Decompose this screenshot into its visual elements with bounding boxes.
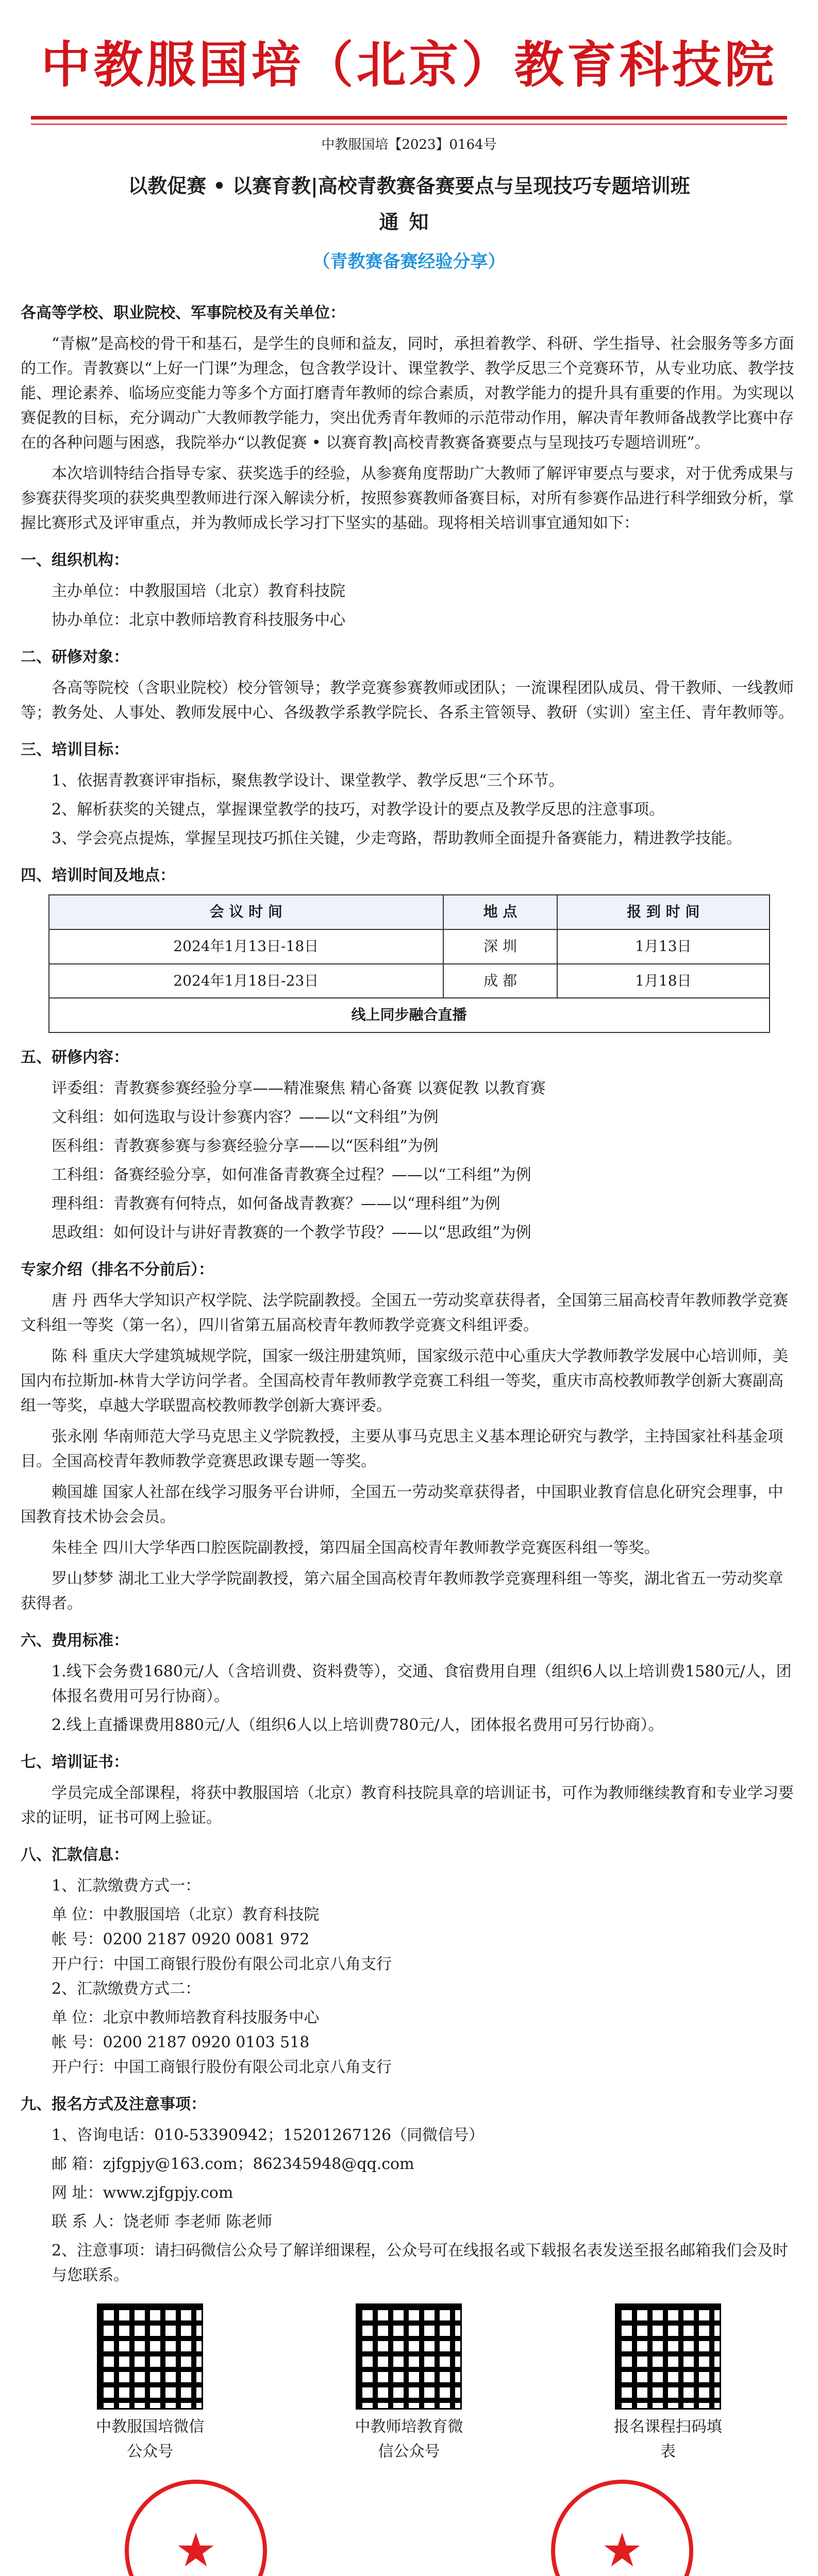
table-cell: 2024年1月18日-23日 — [49, 964, 444, 998]
table-header: 会 议 时 间 — [49, 895, 444, 929]
bank-line: 开户行：中国工商银行股份有限公司北京八角支行 — [52, 2058, 392, 2077]
seal-2 — [478, 2480, 766, 2576]
topic-line: 思政组：如何设计与讲好青教赛的一个教学节段？——以“思政组”为例 — [52, 1224, 531, 1242]
topic-line: 文科组：如何选取与设计参赛内容？——以“文科组”为例 — [52, 1108, 439, 1127]
contact-line: 联 系 人：饶老师 李老师 陈老师 — [52, 2213, 273, 2231]
notice-subtitle: （青教赛备赛经验分享） — [312, 251, 506, 272]
contact-line: 邮 箱：zjfgpjy@163.com；862345948@qq.com — [52, 2155, 414, 2174]
bank-line: 开户行：中国工商银行股份有限公司北京八角支行 — [52, 1955, 392, 1974]
contact-line: 2、注意事项：请扫码微信公众号了解详细课程，公众号可在线报名或下载报名表发送至报名邮箱我们会及时与您联系。 — [52, 2242, 789, 2285]
qr-wechat-2[interactable] — [352, 2303, 465, 2464]
section-certificate-title: 七、培训证书： — [21, 1753, 129, 1772]
seals — [52, 2480, 766, 2576]
greeting: 各高等学校、职业院校、军事院校及有关单位： — [21, 304, 345, 322]
expert-bio: 赖国雄 国家人社部在线学习服务平台讲师，全国五一劳动奖章获得者，中国职业教育信息化研究会理事，中国教育技术协会会员。 — [21, 1483, 783, 1527]
table-row — [49, 998, 770, 1032]
section-registration-title: 九、报名方式及注意事项： — [21, 2095, 206, 2114]
section-time-place-title: 四、培训时间及地点： — [21, 867, 175, 885]
contact-line: 1、咨询电话：010-53390942；15201267126（同微信号） — [52, 2126, 485, 2145]
certificate-text: 学员完成全部课程，将获中教服国培（北京）教育科技院具章的培训证书，可作为教师继续教育和专业学习要求的证明，证书可网上验证。 — [21, 1784, 794, 1827]
table-header: 报 到 时 间 — [557, 895, 769, 929]
expert-bio: 张永刚 华南师范大学马克思主义学院教授，主要从事马克思主义基本理论研究与教学，主持国家社科基金项目。全国高校青年教师教学竞赛思政课专题一等奖。 — [21, 1428, 783, 1471]
notice-label: 通知 — [379, 210, 439, 233]
qr-wechat-1[interactable] — [93, 2303, 207, 2464]
cohost-unit: 协办单位：北京中教师培教育科技服务中心 — [52, 611, 345, 629]
bank-line: 单 位：中教服国培（北京）教育科技院 — [52, 1906, 320, 1924]
notice-content — [21, 289, 797, 2576]
table-row — [49, 929, 770, 964]
topic-line: 理科组：青教赛有何特点，如何备战青教赛？——以“理科组”为例 — [52, 1195, 500, 1213]
org-title: 中教服国培（北京）教育科技院 — [41, 36, 777, 94]
table-cell: 1月13日 — [557, 929, 769, 964]
expert-bio: 唐 丹 西华大学知识产权学院、法学院副教授。全国五一劳动奖章获得者，全国第三届高校青年教师教学竞赛文科组一等奖（第一名），四川省第五届高校青年教师教学竞赛文科组评委。 — [21, 1292, 789, 1335]
table-cell: 1月18日 — [557, 964, 769, 998]
seal-stamp-icon: ★ — [551, 2480, 693, 2576]
notice-title: 以教促赛 • 以赛育教|高校青教赛备赛要点与呈现技巧专题培训班 — [128, 174, 690, 197]
qr-code-icon — [615, 2303, 721, 2410]
fee-item: 1.线下会务费1680元/人（含培训费、资料费等），交通、食宿费用自理（组织6人以上培训费1580元/人，团体报名费用可另行协商）。 — [52, 1663, 792, 1706]
host-unit: 主办单位：中教服国培（北京）教育科技院 — [52, 582, 345, 600]
table-cell: 成 都 — [443, 964, 557, 998]
intro-paragraph-2: 本次培训特结合指导专家、获奖选手的经验，从参赛角度帮助广大教师了解评审要点与要求，对于优秀成果与参赛获得奖项的获奖典型教师进行深入解读分析，按照参赛教师备赛目标，对所有参赛作品进行科学细致分析，掌握比赛形式及评审重点，并为教师成长学习打下坚实的基础。现将相关培训事宜通知如下： — [21, 465, 794, 532]
table-row — [49, 964, 770, 998]
experts-title: 专家介绍（排名不分前后）： — [21, 1261, 214, 1279]
qr-label: 中教师培教育微信公众号 — [355, 2418, 463, 2461]
section-organization-title: 一、组织机构： — [21, 551, 129, 569]
bank-line: 单 位：北京中教师培教育科技服务中心 — [52, 2009, 320, 2027]
contact-line: 网 址：www.zjfgpjy.com — [52, 2184, 233, 2202]
fee-item: 2.线上直播课费用880元/人（组织6人以上培训费780元/人，团体报名费用可另行协商）。 — [52, 1716, 664, 1735]
qr-code-icon — [97, 2303, 203, 2410]
expert-bio: 陈 科 重庆大学建筑城规学院，国家一级注册建筑师，国家级示范中心重庆大学教师教学发展中心培训师，美国内布拉斯加-林肯大学访问学者。全国高校青年教师教学竞赛工科组一等奖，重庆市高校教师教学创新大赛副高组一等奖，卓越大学联盟高校教师教学创新大赛评委。 — [21, 1347, 789, 1415]
seal-1 — [52, 2480, 340, 2576]
goal-item: 2、解析获奖的关键点，掌握课堂教学的技巧，对教学设计的要点及教学反思的注意事项。 — [52, 801, 665, 819]
live-note: 线上同步融合直播 — [49, 998, 770, 1032]
table-cell: 2024年1月13日-18日 — [49, 929, 444, 964]
payment-method-2: 2、汇款缴费方式二： — [52, 1980, 201, 1998]
section-payment-title: 八、汇款信息： — [21, 1846, 129, 1865]
table-cell: 深 圳 — [443, 929, 557, 964]
payment-method-1: 1、汇款缴费方式一： — [52, 1877, 201, 1895]
expert-bio: 朱桂全 四川大学华西口腔医院副教授，第四届全国高校青年教师教学竞赛医科组一等奖。 — [52, 1539, 660, 1557]
table-header: 地 点 — [443, 895, 557, 929]
section-goals-title: 三、培训目标： — [21, 741, 129, 759]
section-content-title: 五、研修内容： — [21, 1048, 129, 1067]
topic-line: 评委组：青教赛参赛经验分享——精准聚焦 精心备赛 以赛促教 以教育赛 — [52, 1079, 546, 1098]
qr-label: 中教服国培微信公众号 — [96, 2418, 205, 2461]
seal-stamp-icon: ★ — [125, 2480, 267, 2576]
header-rule — [31, 116, 787, 120]
header-rule-thin — [31, 124, 787, 125]
bank-line: 帐 号：0200 2187 0920 0081 972 — [52, 1930, 310, 1949]
topic-line: 工科组：备赛经验分享，如何准备青教赛全过程？——以“工科组”为例 — [52, 1166, 531, 1184]
intro-paragraph-1: “青椒”是高校的骨干和基石，是学生的良师和益友，同时，承担着教学、科研、学生指导、社会服务等多方面的工作。青教赛以“上好一门课”为理念，包含教学设计、课堂教学、教学反思三个竞赛环节，从专业功底、教学技能、理论素养、临场应变能力等多个方面打磨青年教师的综合素质，对教学能力的提升具有重要的作用。为实现以赛促教的目标，充分调动广大教师教学能力，突出优秀青年教师的示范带动作用，解决青年教师备战教学比赛中存在的各种问题与困惑，我院举办“以教促赛 • 以赛育教|高校青教赛备赛要点与呈现技巧专题培训班”。 — [21, 335, 794, 452]
audience-text: 各高等院校（含职业院校）校分管领导；教学竞赛参赛教师或团队；一流课程团队成员、骨干教师、一线教师等；教务处、人事处、教师发展中心、各级教学系教学院长、各系主管领导、教研（实训）室主任、青年教师等。 — [21, 679, 794, 722]
bank-line: 帐 号：0200 2187 0920 0103 518 — [52, 2033, 310, 2052]
expert-bio: 罗山梦梦 湖北工业大学学院副教授，第六届全国高校青年教师教学竞赛理科组一等奖，湖北省五一劳动奖章获得者。 — [21, 1570, 783, 1613]
qr-code-icon — [356, 2303, 462, 2410]
qr-register[interactable] — [611, 2303, 725, 2464]
section-fee-title: 六、费用标准： — [21, 1632, 129, 1650]
section-audience-title: 二、研修对象： — [21, 648, 129, 666]
meeting-schedule-table — [48, 894, 770, 1033]
goal-item: 3、学会亮点提炼，掌握呈现技巧抓住关键，少走弯路，帮助教师全面提升备赛能力，精进教学技能。 — [52, 829, 742, 848]
topic-line: 医科组：青教赛参赛与参赛经验分享——以“医科组”为例 — [52, 1137, 439, 1156]
goal-item: 1、依据青教赛评审指标，聚焦教学设计、课堂教学、教学反思“三个环节。 — [52, 772, 564, 790]
doc-number: 中教服国培【2023】0164号 — [321, 137, 497, 152]
qr-codes — [21, 2303, 797, 2464]
qr-label: 报名课程扫码填表 — [613, 2418, 722, 2461]
